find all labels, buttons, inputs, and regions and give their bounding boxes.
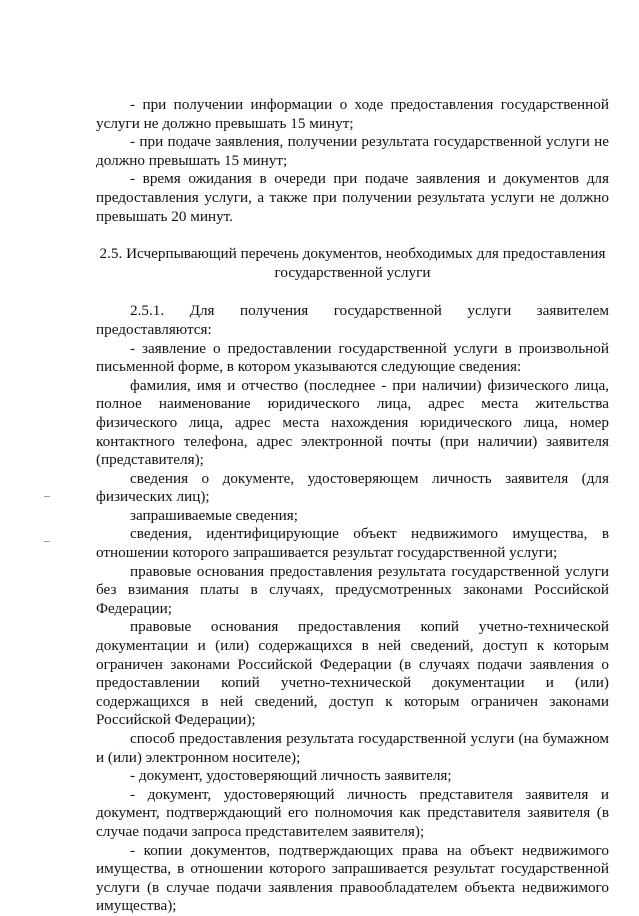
document-body [96,96,609,916]
paragraph: запрашиваемые сведения; [130,506,298,524]
paragraph: фамилия, имя и отчество (последнее - при наличии) физического лица, полное наименование юридического лица, адрес места жительства физического лица, адрес места нахождения юридического лица, номер контактного телефона, адрес электронной почты (при наличии) заявителя (представителя); [96,376,609,469]
paragraph: - документ, удостоверяющий личность заявителя; [130,767,452,785]
paragraph: сведения о документе, удостоверяющем личность заявителя (для физических лиц); [96,469,609,506]
paragraph: способ предоставления результата государственной услуги (на бумажном и (или) электронном носителе); [96,730,609,766]
paragraph: 2.5.1. Для получения государственной услуги заявителем предоставляются: [96,302,609,338]
paragraph: - при подаче заявления, получении результата государственной услуги не должно превышать 15 минут; [96,133,609,169]
paragraph: - копии документов, подтверждающих права на объект недвижимого имущества, в отношении которого запрашивается результат государственной услуги (в случае подачи заявления правообладателем объекта недвижимого имущества); [96,841,609,915]
paragraph: - заявление о предоставлении государственной услуги в произвольной письменной форме, в котором указываются следующие сведения: [96,339,609,376]
paragraph: - при получении информации о ходе предоставления государственной услуги не должно превышать 15 минут; [96,96,609,132]
paragraph: правовые основания предоставления результата государственной услуги без взимания платы в случаях, предусмотренных законами Российской Федерации; [96,562,609,617]
paragraph: сведения, идентифицирующие объект недвижимого имущества, в отношении которого запрашивается результат государственной услуги; [96,525,609,562]
paragraph: правовые основания предоставления копий учетно-технической документации и (или) содержащихся в ней сведений, доступ к которым ограничен законами Российской Федерации (в случаях подачи заявления о предоставлении копий учетно-технической документации и (или) содержащихся в ней сведений, доступ к которым ограничен законами Российской Федерации); [96,618,609,729]
margin-mark [44,541,50,542]
section-heading: 2.5. Исчерпывающий перечень документов, необходимых для предоставления государственной услуги [99,245,606,281]
paragraph: - документ, удостоверяющий личность представителя заявителя и документ, подтверждающий его полномочия как представителя заявителя (в случае подачи запроса представителем заявителя); [96,785,609,840]
margin-mark [44,496,50,497]
paragraph: - время ожидания в очереди при подаче заявления и документов для предоставления услуги, а также при получении результата услуги не должно превышать 20 минут. [96,170,609,225]
